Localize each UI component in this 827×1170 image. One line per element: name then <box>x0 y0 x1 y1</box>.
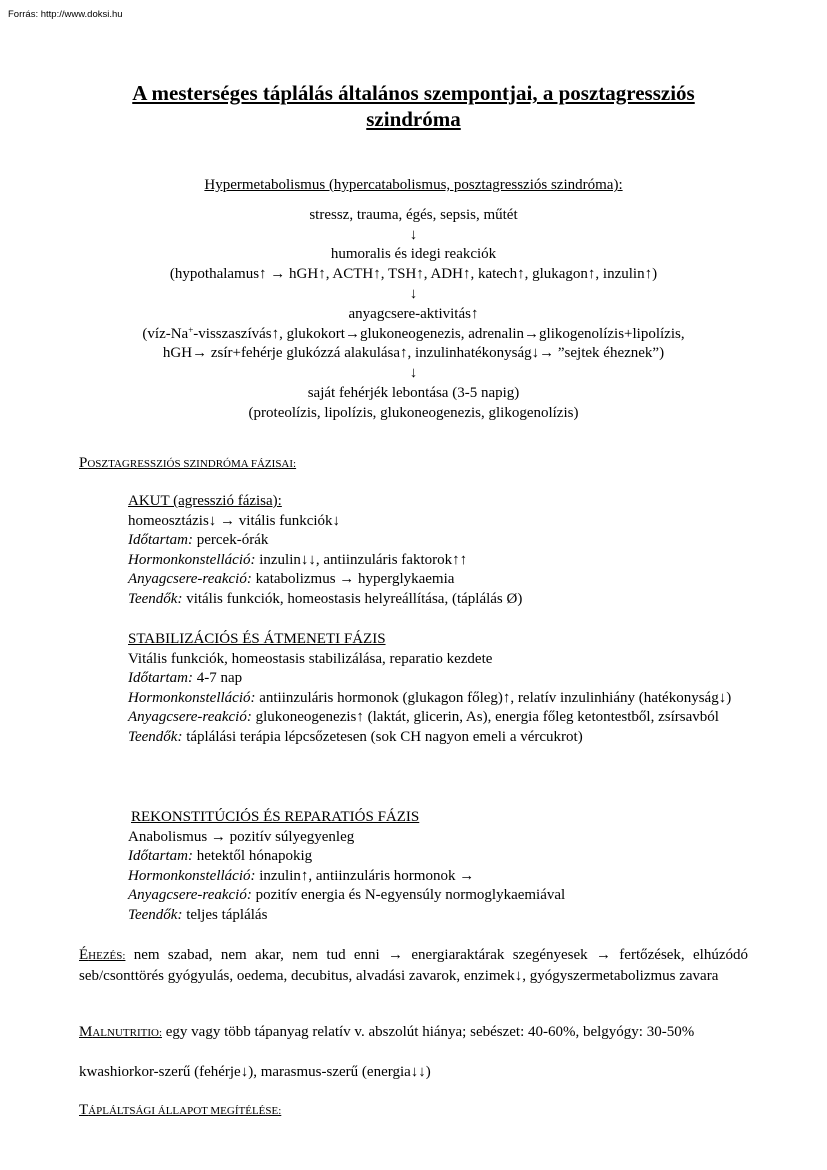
hypermetabolism-reaction: humoralis és idegi reakciók <box>330 246 497 263</box>
nutrition-status-heading <box>79 1101 281 1122</box>
stabilization-tasks <box>79 728 748 748</box>
nutrition-status-rest: ÁPLÁLTSÁGI ÁLLAPOT MEGÍTÉLÉSE: <box>88 1105 282 1117</box>
acute-tasks <box>79 590 748 610</box>
reconstitution-line: Anabolismus → pozitív súlyegyenleg <box>128 828 355 845</box>
nutrition-status-cap: T <box>79 1102 89 1118</box>
stabilization-phase <box>79 630 748 747</box>
down-arrow-icon: ↓ <box>409 365 418 382</box>
duration-label: Időtartam: <box>128 848 193 864</box>
metabolic-label: Anyagcsere-reakció: <box>128 571 252 587</box>
metabolic-value: glukoneogenezis↑ (laktát, glicerin, As), energia főleg ketontestből, zsírsavból <box>251 709 719 725</box>
metabolic-label: Anyagcsere-reakció: <box>128 887 252 903</box>
tasks-value: vitális funkciók, homeostasis helyreállítása, (táplálás Ø) <box>182 590 523 607</box>
page-title-line1: A mesterséges táplálás általános szempontjai, a posztagressziós <box>132 81 695 105</box>
tasks-label: Teendők: <box>128 728 183 745</box>
reconstitution-tasks <box>79 906 748 926</box>
starvation-label <box>79 947 125 963</box>
hypermetabolism-heading: Hypermetabolismus (hypercatabolismus, posztagressziós szindróma): <box>204 177 623 193</box>
reconstitution-metabolic <box>79 886 748 906</box>
metabolic-value: katabolizmus → hyperglykaemia <box>251 571 455 587</box>
duration-label: Időtartam: <box>128 670 193 686</box>
metabolic-value: pozitív energia és N-egyensúly normoglykaemiával <box>251 887 566 903</box>
stabilization-metabolic <box>79 708 748 728</box>
hypermetabolism-cause: stressz, trauma, égés, sepsis, műtét <box>309 206 518 223</box>
reconstitution-phase-heading: REKONSTITÚCIÓS ÉS REPARATIÓS FÁZIS <box>131 809 420 825</box>
hormone-label: Hormonkonstelláció: <box>128 551 256 568</box>
metabolic-label: Anyagcsere-reakció: <box>128 709 252 725</box>
source-label: Forrás: http://www.doksi.hu <box>8 9 123 20</box>
sodium-charge: + <box>188 324 194 335</box>
mechanism-text-a: (víz-Na <box>142 325 189 342</box>
reconstitution-hormones <box>79 867 748 887</box>
page-title <box>79 80 748 132</box>
page-title-line2: szindróma <box>366 107 461 131</box>
duration-value: percek-órák <box>193 532 269 548</box>
acute-duration <box>79 531 748 551</box>
starvation-label-rest: HEZÉS: <box>88 950 126 962</box>
stabilization-hormones <box>79 689 748 709</box>
tasks-label: Teendők: <box>128 906 183 923</box>
malnutrition-label <box>79 1024 162 1040</box>
starvation-paragraph <box>79 946 748 986</box>
acute-phase-heading: AKUT (agresszió fázisa): <box>128 493 282 509</box>
malnutrition-types: kwashiorkor-szerű (fehérje↓), marasmus-szerű (energia↓↓) <box>79 1064 431 1080</box>
duration-value: hetektől hónapokig <box>193 848 313 864</box>
tasks-label: Teendők: <box>128 590 183 607</box>
acute-phase-line: homeosztázis↓ → vitális funkciók↓ <box>128 512 341 529</box>
duration-value: 4-7 nap <box>193 670 243 686</box>
down-arrow-icon: ↓ <box>409 285 418 302</box>
tasks-value: táplálási terápia lépcsőzetesen (sok CH nagyon emeli a vércukrot) <box>182 728 583 745</box>
hypermetabolism-mechanism <box>79 325 748 345</box>
malnutrition-label-cap: M <box>79 1024 93 1040</box>
hormone-value: inzulin↑, antiinzuláris hormonok → <box>255 867 475 884</box>
reconstitution-duration <box>79 847 748 867</box>
phases-heading-rest: OSZTAGRESSZIÓS SZINDRÓMA FÁZISAI: <box>87 458 297 470</box>
hypermetabolism-hormones: (hypothalamus↑ → hGH↑, ACTH↑, TSH↑, ADH↑, katech↑, glukagon↑, inzulin↑) <box>169 266 658 283</box>
starvation-label-cap: É <box>79 947 89 963</box>
malnutrition-paragraph <box>79 1023 748 1044</box>
hormone-label: Hormonkonstelláció: <box>128 867 256 884</box>
tasks-value: teljes táplálás <box>182 906 268 923</box>
stabilization-phase-heading: STABILIZÁCIÓS ÉS ÁTMENETI FÁZIS <box>128 631 386 647</box>
hormone-label: Hormonkonstelláció: <box>128 689 256 706</box>
hypermetabolism-activity: anyagcsere-aktivitás↑ <box>348 305 479 322</box>
malnutrition-text: egy vagy több tápanyag relatív v. abszolút hiánya; sebészet: 40-60%, belgyógy: 30-50% <box>162 1024 695 1040</box>
acute-phase <box>79 492 748 609</box>
acute-metabolic <box>79 570 748 590</box>
hypermetabolism-processes: (proteolízis, lipolízis, glukoneogenezis, glikogenolízis) <box>248 404 579 421</box>
hypermetabolism-protein: saját fehérjék lebontása (3-5 napig) <box>307 384 520 401</box>
acute-hormones <box>79 551 748 571</box>
phases-heading <box>79 454 296 475</box>
malnutrition-label-rest: ALNUTRITIO: <box>92 1027 162 1039</box>
stabilization-duration <box>79 669 748 689</box>
reconstitution-phase <box>79 808 748 925</box>
hormone-value: antiinzuláris hormonok (glukagon főleg)↑, relatív inzulinhiány (hatékonyság↓) <box>255 689 732 706</box>
duration-label: Időtartam: <box>128 532 193 548</box>
hypermetabolism-block <box>79 176 748 424</box>
stabilization-line: Vitális funkciók, homeostasis stabilizálása, reparatio kezdete <box>128 650 493 667</box>
down-arrow-icon: ↓ <box>409 226 418 243</box>
hypermetabolism-mechanism-2: hGH→ zsír+fehérje glukózzá alakulása↑, inzulinhatékonyság↓→ ”sejtek éheznek”) <box>162 345 665 362</box>
hormone-value: inzulin↓↓, antiinzuláris faktorok↑↑ <box>255 551 468 568</box>
starvation-text: nem szabad, nem akar, nem tud enni → energiaraktárak szegényesek → fertőzések, elhúzódó seb/csonttörés gyógyulás, oedema, decubitus, alvadási zavarok, enzimek↓, gyógyszermetabolizmus zavara <box>79 947 748 984</box>
mechanism-text-b: -visszaszívás↑, glukokort→glukoneogenezis, adrenalin→glikogenolízis+lipolízis, <box>193 325 685 342</box>
phases-heading-cap: P <box>79 455 88 471</box>
